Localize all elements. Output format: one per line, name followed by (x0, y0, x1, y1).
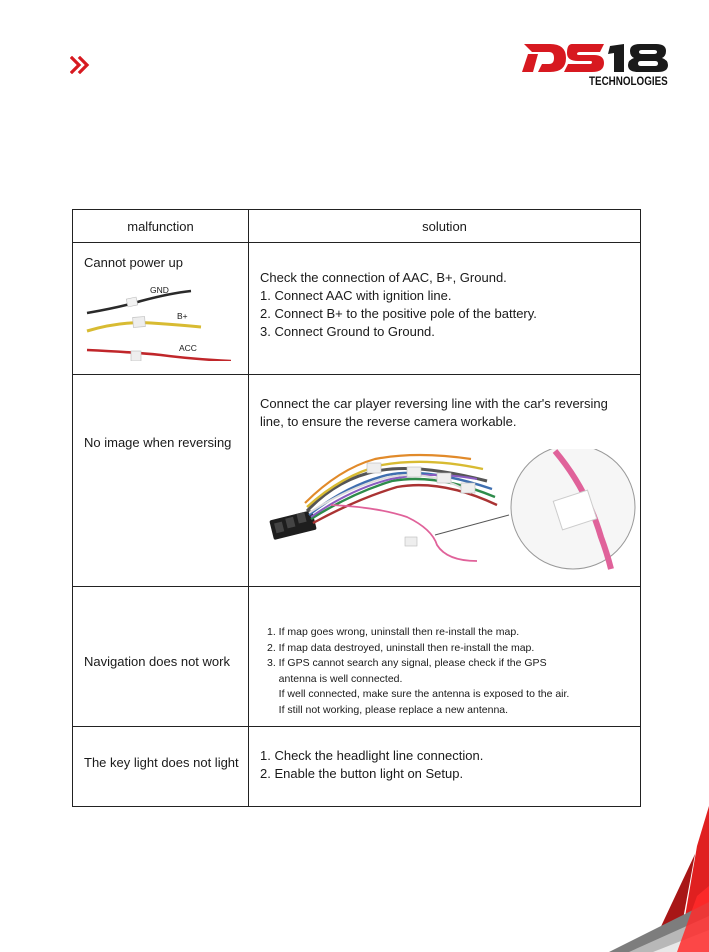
table-row (73, 727, 641, 807)
solution-line: 3. Connect Ground to Ground. (260, 324, 435, 339)
solution-cell (249, 243, 641, 375)
corner-decoration (569, 806, 709, 952)
solution-line: Check the connection of AAC, B+, Ground. (260, 270, 507, 285)
malfunction-cell (73, 375, 249, 587)
table-row (73, 587, 641, 727)
wire-label-bplus: B+ (177, 311, 188, 321)
malfunction-cell (73, 243, 249, 375)
chevron-right-icon (70, 56, 92, 74)
solution-line: 1. If map goes wrong, uninstall then re-install the map. (267, 626, 520, 638)
wire-label-gnd: GND (150, 285, 169, 295)
malfunction-text: The key light does not light (84, 755, 239, 770)
solution-line: Connect the car player reversing line with the car's reversing (260, 396, 608, 411)
solution-cell (249, 375, 641, 587)
wire-label-acc: ACC (179, 343, 197, 353)
solution-line: 2. Enable the button light on Setup. (260, 766, 464, 781)
solution-line: 3. If GPS cannot search any signal, please check if the GPS (267, 657, 547, 669)
table-row (73, 375, 641, 587)
troubleshooting-table (72, 209, 641, 807)
solution-line: 2. Connect B+ to the positive pole of the battery. (260, 306, 537, 321)
solution-line: 1. Check the headlight line connection. (260, 748, 484, 763)
navigation-solution-list (267, 625, 640, 718)
wiring-harness-image (257, 449, 637, 579)
malfunction-text: Cannot power up (84, 255, 184, 270)
solution-cell (249, 587, 641, 727)
solution-line: 2. If map data destroyed, uninstall then re-install the map. (267, 641, 535, 654)
solution-line: 1. Connect AAC with ignition line. (260, 288, 452, 303)
solution-line: line, to ensure the reverse camera workable. (260, 414, 517, 429)
header-malfunction: malfunction (73, 210, 249, 243)
table-header-row (73, 210, 641, 243)
logo-subtitle: TECHNOLOGIES (589, 74, 668, 88)
malfunction-cell (73, 727, 249, 807)
malfunction-text: No image when reversing (84, 435, 232, 450)
solution-cell (249, 727, 641, 807)
solution-line: If still not working, please replace a new antenna. (267, 703, 509, 716)
table-row (73, 243, 641, 375)
solution-line: antenna is well connected. (267, 672, 403, 685)
header-solution: solution (249, 210, 641, 243)
malfunction-cell (73, 587, 249, 727)
solution-line: If well connected, make sure the antenna is exposed to the air. (267, 688, 570, 700)
malfunction-text: Navigation does not work (84, 654, 230, 669)
